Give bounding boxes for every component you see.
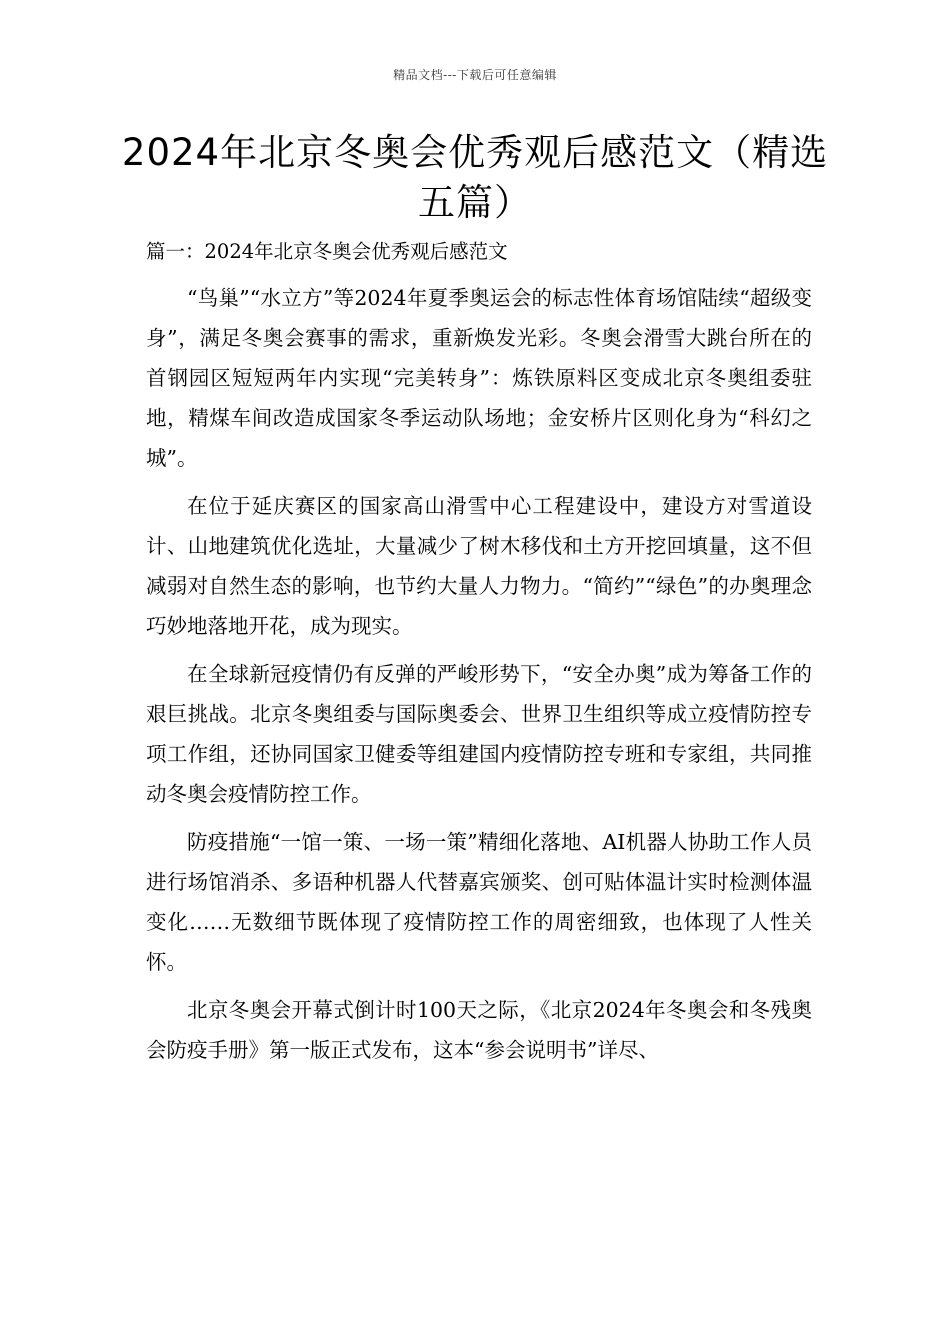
document-title: 2024年北京冬奥会优秀观后感范文（精选五篇） (121, 131, 829, 224)
header-note: 精品文档---下载后可任意编辑 (393, 68, 557, 82)
paragraph-5: 北京冬奥会开幕式倒计时100天之际，《北京2024年冬奥会和冬残奥会防疫手册》第一版正式发布，这本“参会说明书”详尽、 (146, 998, 812, 1062)
paragraph-1: “鸟巢”“水立方”等2024年夏季奥运会的标志性体育场馆陆续“超级变身”，满足冬奥会赛事的需求，重新焕发光彩。冬奥会滑雪大跳台所在的首钢园区短短两年内实现“完美转身”：炼铁原料区变成北京冬奥组委驻地，精煤车间改造成国家冬季运动队场地；金安桥片区则化身为“科幻之城”。 (146, 286, 812, 470)
paragraph-4: 防疫措施“一馆一策、一场一策”精细化落地、AI机器人协助工作人员进行场馆消杀、多语种机器人代替嘉宾颁奖、创可贴体温计实时检测体温变化……无数细节既体现了疫情防控工作的周密细致，也体现了人性关怀。 (146, 830, 812, 974)
section-heading: 篇一：2024年北京冬奥会优秀观后感范文 (146, 240, 508, 263)
paragraph-2: 在位于延庆赛区的国家高山滑雪中心工程建设中，建设方对雪道设计、山地建筑优化选址，大量减少了树木移伐和土方开挖回填量，这不但减弱对自然生态的影响，也节约大量人力物力。“简约”“绿色”的办奥理念巧妙地落地开花，成为现实。 (146, 494, 812, 638)
paragraph-3: 在全球新冠疫情仍有反弹的严峻形势下，“安全办奥”成为筹备工作的艰巨挑战。北京冬奥组委与国际奥委会、世界卫生组织等成立疫情防控专项工作组，还协同国家卫健委等组建国内疫情防控专班和专家组，共同推动冬奥会疫情防控工作。 (146, 662, 812, 806)
document-body (146, 278, 812, 1078)
